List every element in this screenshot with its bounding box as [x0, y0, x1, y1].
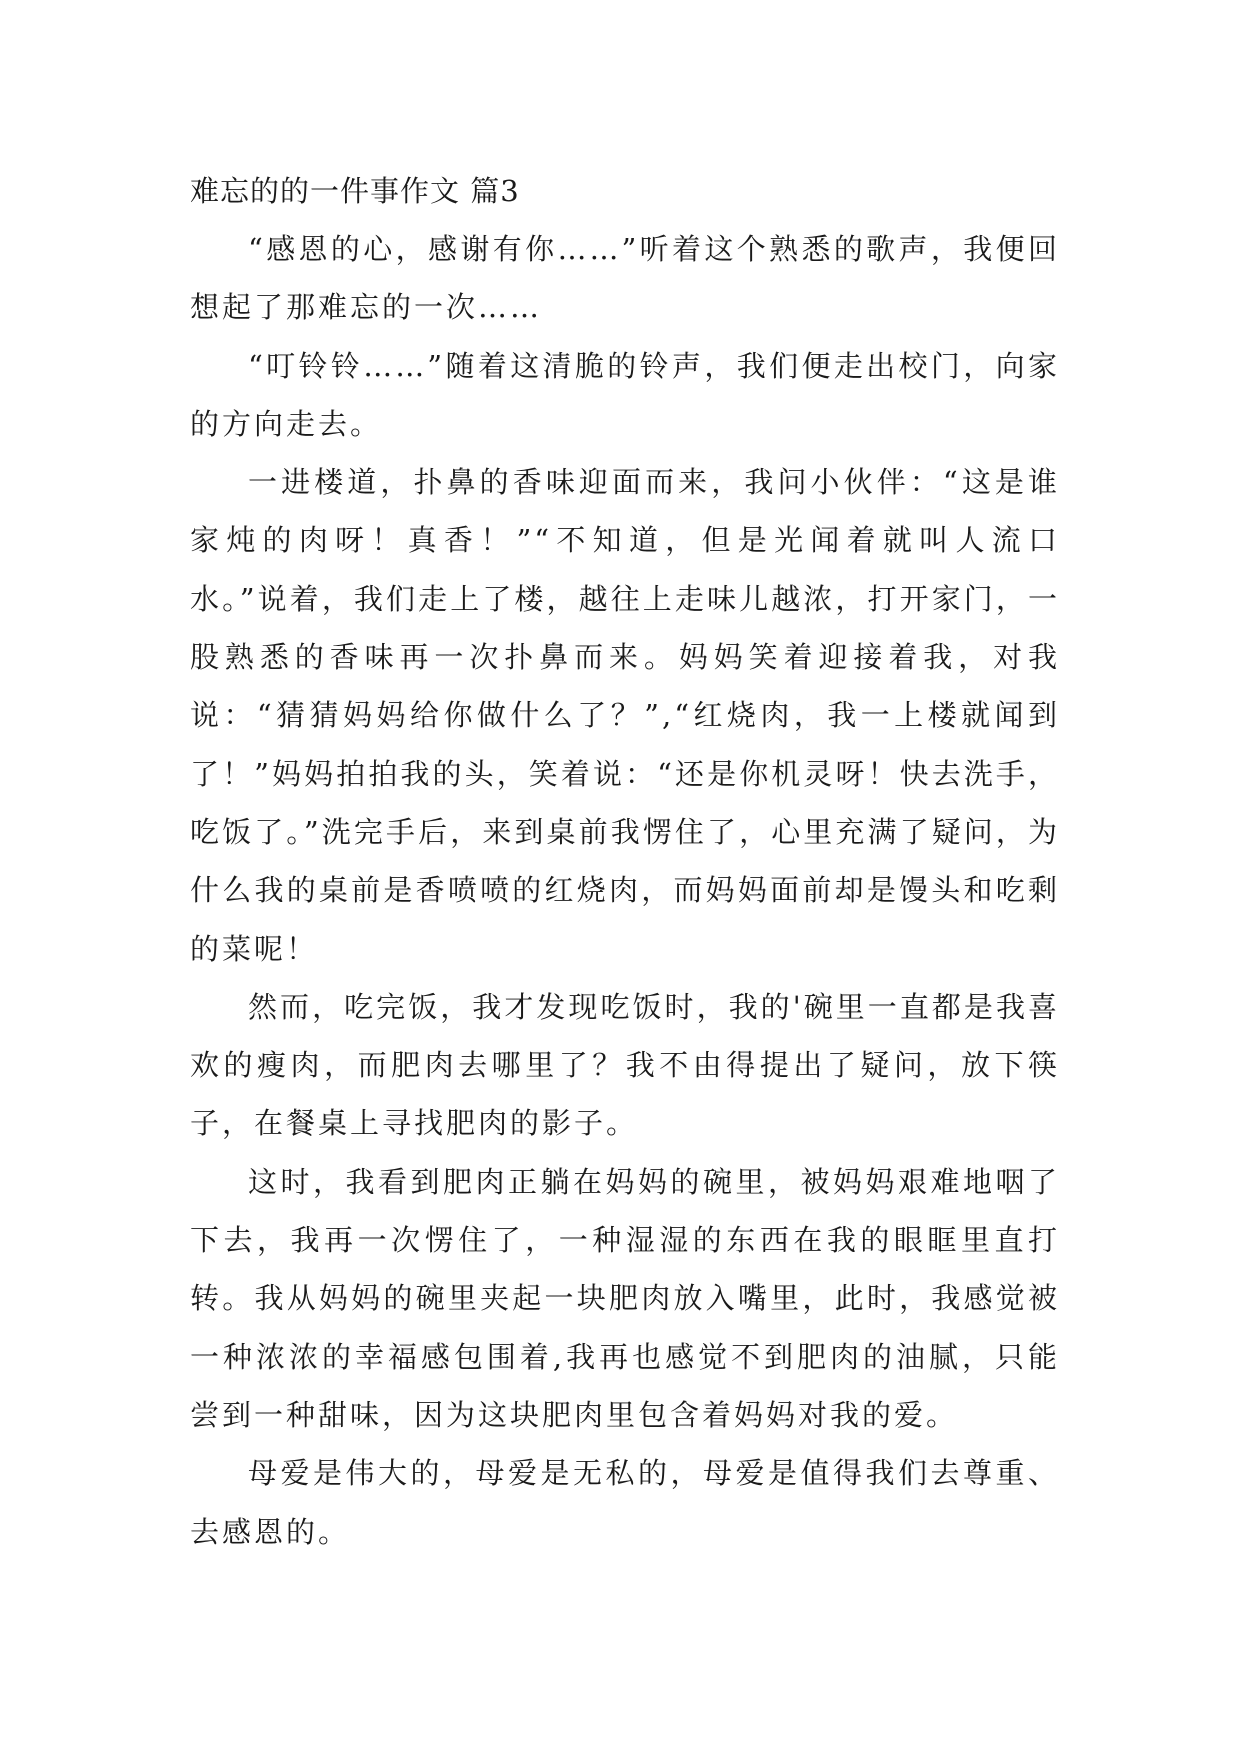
paragraph: 母爱是伟大的，母爱是无私的，母爱是值得我们去尊重、去感恩的。 — [190, 1456, 1060, 1549]
paragraph: 然而，吃完饭，我才发现吃饭时，我的'碗里一直都是我喜欢的瘦肉，而肥肉去哪里了？我不由得提出了疑问，放下筷子，在餐桌上寻找肥肉的影子。 — [190, 989, 1060, 1141]
paragraph: “叮铃铃……”随着这清脆的铃声，我们便走出校门，向家的方向走去。 — [190, 348, 1060, 441]
paragraph: 一进楼道，扑鼻的香味迎面而来，我问小伙伴：“这是谁家炖的肉呀！真香！”“不知道，但是光闻着就叫人流口水。”说着，我们走上了楼，越往上走味儿越浓，打开家门，一股熟悉的香味再一次扑鼻而来。妈妈笑着迎接着我，对我说：“猜猜妈妈给你做什么了？”,“红烧肉，我一上楼就闻到了！”妈妈拍拍我的头，笑着说：“还是你机灵呀！快去洗手，吃饭了。”洗完手后，来到桌前我愣住了，心里充满了疑问，为什么我的桌前是香喷喷的红烧肉，而妈妈面前却是馒头和吃剩的菜呢！ — [190, 465, 1060, 966]
document-body — [190, 162, 1060, 1561]
paragraph: 这时，我看到肥肉正躺在妈妈的碗里，被妈妈艰难地咽了下去，我再一次愣住了，一种湿湿的东西在我的眼眶里直打转。我从妈妈的碗里夹起一块肥肉放入嘴里，此时，我感觉被一种浓浓的幸福感包围着,我再也感觉不到肥肉的油腻，只能尝到一种甜味，因为这块肥肉里包含着妈妈对我的爱。 — [190, 1164, 1060, 1432]
paragraph: “感恩的心，感谢有你……”听着这个熟悉的歌声，我便回想起了那难忘的一次…… — [190, 232, 1060, 325]
document-title: 难忘的的一件事作文 篇3 — [190, 174, 520, 208]
